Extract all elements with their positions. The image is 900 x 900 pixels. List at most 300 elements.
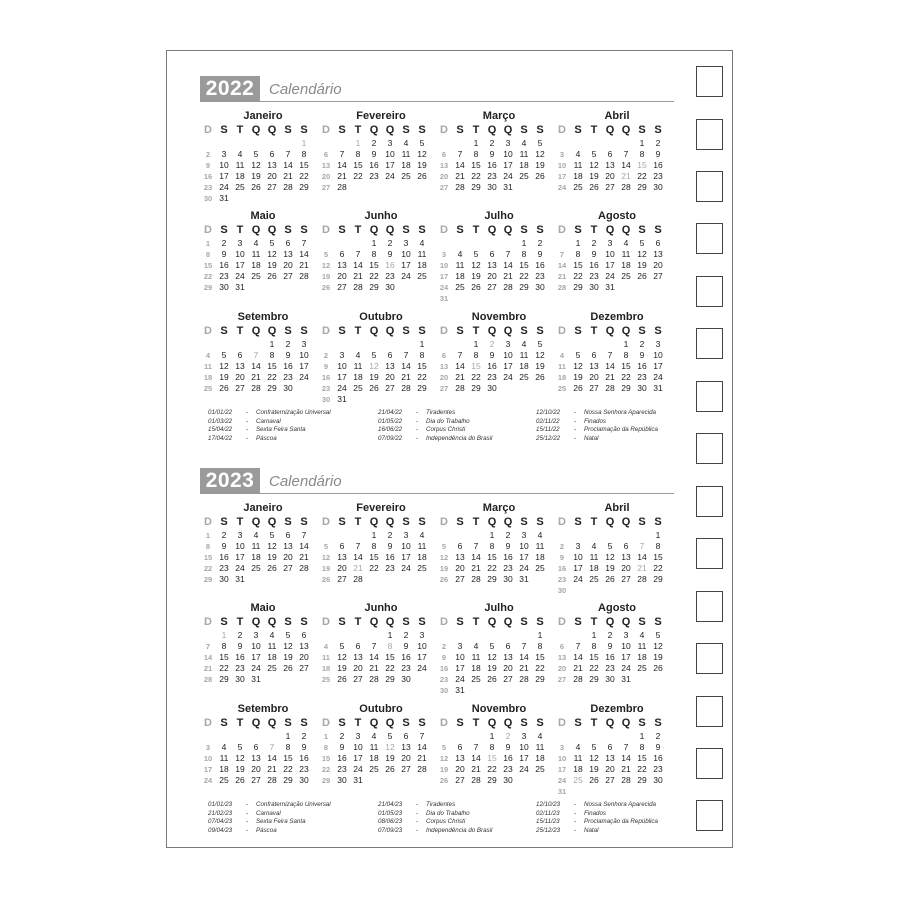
day-cell: 18 [637,652,647,662]
day-cell: 4 [457,249,463,259]
index-tab[interactable] [696,696,723,727]
day-cell: 24 [621,663,631,673]
month-name: Julho [484,210,514,222]
day-cell: 2 [221,238,227,248]
holiday-date: 02/11/23 [536,809,560,817]
empty-day-cell [570,630,586,641]
day-cell: 1 [419,339,425,349]
day-cell: 10 [557,161,567,170]
day-cell: 26 [589,182,599,192]
year-block-2022 [200,76,680,446]
index-tab[interactable] [696,381,723,412]
day-cell: 24 [557,183,567,192]
day-cell: 21 [299,260,309,270]
day-cell: 9 [301,742,307,752]
day-cell: 22 [637,171,647,181]
weekday-label: Q [605,224,615,236]
empty-day-cell [602,786,618,797]
day-cell: 14 [519,652,529,662]
day-cell: 30 [385,282,395,292]
day-cell: 19 [385,753,395,763]
day-cell: 8 [419,350,425,360]
holiday-entry [378,818,538,827]
day-cell: 11 [251,541,261,551]
day-cell: 7 [301,238,307,248]
day-cell: 9 [371,149,377,159]
empty-day-cell [484,238,500,249]
holiday-name: Finados [584,417,607,425]
day-cell: 14 [471,753,481,763]
day-cell: 27 [353,674,363,684]
day-cell: 7 [253,350,259,360]
day-cell: 29 [573,282,583,292]
index-tab[interactable] [696,171,723,202]
holiday-date: 01/01/22 [208,409,233,416]
day-cell: 12 [487,652,497,662]
weekday-label: S [300,516,308,528]
day-cell: 7 [521,641,527,651]
day-cell: 19 [589,171,599,181]
day-cell: 4 [591,541,597,551]
day-cell: 17 [503,361,513,371]
day-cell: 5 [269,238,275,248]
day-cell: 18 [535,753,545,763]
day-cell: 24 [519,563,529,573]
empty-day-cell [532,574,548,585]
day-cell: 30 [337,775,347,785]
day-cell: 3 [505,138,511,148]
day-cell: 26 [487,674,497,684]
day-cell: 10 [605,249,615,259]
day-cell: 18 [267,652,277,662]
day-cell: 27 [299,663,309,673]
index-tab[interactable] [696,486,723,517]
index-tab[interactable] [696,538,723,569]
weekday-label: S [300,717,308,729]
day-cell: 18 [235,171,245,181]
empty-day-cell [264,193,280,204]
day-cell: 13 [353,652,363,662]
day-cell: 29 [487,775,497,785]
day-cell: 17 [557,172,567,181]
day-cell: 5 [323,250,329,259]
empty-day-cell [350,238,366,249]
weekday-label: T [354,124,362,136]
holiday-name: Sexta Feira Santa [256,818,306,826]
day-cell: 26 [369,383,379,393]
holiday-name: Corpus Christi [426,818,466,826]
weekday-label: Q [503,124,513,136]
day-cell: 8 [323,743,329,752]
weekday-label: S [456,717,464,729]
weekday-label: T [472,224,480,236]
day-cell: 10 [557,754,567,763]
day-cell: 13 [487,260,497,270]
holiday-date: 16/06/22 [378,426,403,434]
day-cell: 28 [337,182,347,192]
weekday-label: D [204,717,212,729]
day-cell: 5 [441,542,447,551]
weekday-label: S [220,717,228,729]
weekday-label: Q [487,224,497,236]
day-cell: 15 [299,160,309,170]
day-cell: 6 [285,530,291,540]
weekday-label: T [354,516,362,528]
day-cell: 17 [219,171,229,181]
day-cell: 2 [655,731,661,741]
day-cell: 26 [321,575,331,584]
day-cell: 4 [559,351,565,360]
weekday-label: S [418,124,426,136]
day-cell: 15 [471,160,481,170]
index-tab[interactable] [696,591,723,622]
weekday-label: S [574,516,582,528]
day-cell: 19 [251,171,261,181]
holiday-column [208,801,368,835]
empty-day-cell [200,630,216,641]
day-cell: 29 [653,574,663,584]
weekday-label: S [402,325,410,337]
empty-day-cell [296,193,312,204]
day-cell: 4 [419,530,425,540]
month-março [436,109,548,193]
day-cell: 9 [559,553,565,562]
day-cell: 10 [439,261,449,270]
day-cell: 30 [487,383,497,393]
empty-day-cell [436,238,452,249]
day-cell: 23 [203,183,213,192]
holiday-name: Dia do Trabalho [426,809,470,817]
day-cell: 12 [321,261,331,270]
index-tab[interactable] [696,748,723,779]
day-cell: 19 [589,764,599,774]
day-cell: 15 [267,361,277,371]
day-cell: 31 [337,394,347,404]
day-cell: 10 [417,641,427,651]
holiday-separator: - [246,426,249,434]
day-cell: 22 [487,764,497,774]
empty-day-cell [366,394,382,405]
day-cell: 21 [471,764,481,774]
year-header [200,468,680,494]
weekday-label: S [574,717,582,729]
day-cell: 6 [339,541,345,551]
day-cell: 20 [439,172,449,181]
weekday-label: S [654,224,662,236]
month-outubro [318,702,430,786]
day-cell: 7 [559,250,565,259]
month-grid [318,223,430,293]
month-dezembro [554,702,666,797]
day-cell: 26 [637,271,647,281]
day-cell: 9 [505,541,511,551]
day-cell: 1 [301,138,307,148]
day-cell: 6 [457,742,463,752]
weekday-label: S [220,224,228,236]
holiday-name: Natal [584,826,599,834]
month-setembro [200,310,312,394]
day-cell: 11 [621,249,631,259]
holiday-entry [536,426,696,435]
holiday-entry [208,818,368,827]
day-cell: 6 [323,150,329,159]
day-cell: 12 [535,350,545,360]
day-cell: 14 [283,160,293,170]
day-cell: 5 [221,350,227,360]
day-cell: 8 [623,350,629,360]
day-cell: 12 [235,753,245,763]
weekday-label: S [338,717,346,729]
day-cell: 1 [387,630,393,640]
empty-day-cell [414,182,430,193]
weekday-label: S [338,124,346,136]
holiday-separator: - [246,818,249,826]
month-name: Dezembro [590,311,644,323]
holiday-separator: - [416,426,419,434]
day-cell: 25 [637,663,647,673]
holiday-name: Nossa Senhora Aparecida [584,801,657,808]
day-cell: 27 [267,182,277,192]
index-tab[interactable] [696,66,723,97]
day-cell: 10 [219,160,229,170]
day-cell: 30 [503,574,513,584]
day-cell: 28 [299,271,309,281]
holiday-column [208,409,368,443]
day-cell: 27 [235,383,245,393]
weekday-label: Q [251,717,261,729]
empty-day-cell [264,574,280,585]
holiday-entry [208,435,368,444]
day-cell: 31 [235,574,245,584]
day-cell: 13 [251,753,261,763]
month-name: Maio [250,210,276,222]
weekday-label: S [300,325,308,337]
day-cell: 14 [417,742,427,752]
day-cell: 29 [299,182,309,192]
weekday-label: S [520,124,528,136]
day-cell: 14 [337,160,347,170]
day-cell: 19 [321,564,331,573]
weekday-label: S [536,616,544,628]
day-cell: 11 [369,742,379,752]
index-tab[interactable] [696,328,723,359]
empty-day-cell [334,238,350,249]
day-cell: 7 [301,530,307,540]
day-cell: 18 [455,271,465,281]
day-cell: 23 [235,663,245,673]
day-cell: 6 [237,350,243,360]
day-cell: 7 [639,541,645,551]
empty-day-cell [516,630,532,641]
day-cell: 12 [321,553,331,562]
day-cell: 6 [655,238,661,248]
day-cell: 29 [203,575,213,584]
day-cell: 21 [353,563,363,573]
day-cell: 8 [489,541,495,551]
empty-day-cell [350,530,366,541]
weekday-label: Q [487,124,497,136]
day-cell: 13 [455,753,465,763]
day-cell: 2 [205,150,211,159]
day-cell: 30 [557,586,567,595]
day-cell: 5 [537,339,543,349]
day-cell: 25 [471,674,481,684]
empty-day-cell [650,585,666,596]
month-junho [318,209,430,293]
day-cell: 23 [219,271,229,281]
month-grid [554,223,666,293]
weekday-label: D [322,516,330,528]
day-cell: 12 [589,753,599,763]
day-cell: 29 [637,182,647,192]
index-tab[interactable] [696,276,723,307]
day-cell: 22 [203,564,213,573]
empty-day-cell [618,138,634,149]
day-cell: 4 [521,138,527,148]
day-cell: 3 [403,238,409,248]
day-cell: 13 [653,249,663,259]
day-cell: 31 [219,193,229,203]
weekday-label: Q [251,224,261,236]
day-cell: 3 [387,138,393,148]
day-cell: 13 [385,361,395,371]
month-name: Abril [604,110,630,122]
day-cell: 14 [621,753,631,763]
weekday-label: S [338,325,346,337]
month-setembro [200,702,312,786]
day-cell: 2 [639,339,645,349]
day-cell: 23 [487,372,497,382]
weekday-label: T [236,124,244,136]
day-cell: 14 [251,361,261,371]
day-cell: 10 [385,149,395,159]
empty-day-cell [366,339,382,350]
holiday-date: 01/05/22 [378,417,403,425]
day-cell: 1 [575,238,581,248]
holiday-separator: - [574,818,577,826]
empty-day-cell [586,585,602,596]
day-cell: 2 [505,530,511,540]
weekday-label: S [654,516,662,528]
index-tab[interactable] [696,800,723,831]
empty-day-cell [280,282,296,293]
day-cell: 15 [283,753,293,763]
empty-day-cell [436,731,452,742]
weekday-label: S [418,717,426,729]
day-cell: 23 [321,384,331,393]
day-cell: 28 [573,674,583,684]
month-name: Dezembro [590,703,644,715]
day-cell: 16 [337,753,347,763]
day-cell: 23 [219,563,229,573]
empty-day-cell [586,530,602,541]
empty-day-cell [452,238,468,249]
day-cell: 14 [299,541,309,551]
day-cell: 1 [205,239,211,248]
day-cell: 3 [441,250,447,259]
day-cell: 20 [337,271,347,281]
day-cell: 22 [573,271,583,281]
day-cell: 8 [355,149,361,159]
index-tab[interactable] [696,119,723,150]
day-cell: 5 [607,541,613,551]
day-cell: 16 [203,172,213,181]
index-tab[interactable] [696,223,723,254]
day-cell: 25 [401,171,411,181]
day-cell: 18 [535,552,545,562]
day-cell: 24 [385,171,395,181]
day-cell: 23 [589,271,599,281]
day-cell: 5 [591,149,597,159]
day-cell: 5 [323,542,329,551]
day-cell: 22 [353,171,363,181]
day-cell: 3 [607,238,613,248]
day-cell: 19 [219,372,229,382]
day-cell: 26 [251,182,261,192]
weekday-label: S [456,325,464,337]
weekday-label: Q [503,224,513,236]
year-block-2023 [200,468,680,838]
day-cell: 27 [337,282,347,292]
day-cell: 25 [267,663,277,673]
day-cell: 10 [299,350,309,360]
day-cell: 22 [487,563,497,573]
day-cell: 4 [371,731,377,741]
index-tab[interactable] [696,433,723,464]
day-cell: 16 [385,260,395,270]
day-cell: 10 [573,552,583,562]
empty-day-cell [436,630,452,641]
day-cell: 3 [623,630,629,640]
day-cell: 26 [439,575,449,584]
month-grid [318,716,430,786]
empty-day-cell [232,339,248,350]
weekday-label: S [654,616,662,628]
day-cell: 4 [237,149,243,159]
day-cell: 29 [385,674,395,684]
holiday-name: Sexta Feira Santa [256,426,306,434]
empty-day-cell [500,685,516,696]
day-cell: 4 [575,742,581,752]
day-cell: 13 [439,362,449,371]
day-cell: 15 [219,652,229,662]
empty-day-cell [516,383,532,394]
index-tab[interactable] [696,643,723,674]
day-cell: 4 [623,238,629,248]
day-cell: 25 [557,384,567,393]
day-cell: 11 [471,652,481,662]
day-cell: 20 [439,373,449,382]
day-cell: 23 [605,663,615,673]
day-cell: 23 [503,563,513,573]
day-cell: 5 [371,350,377,360]
weekday-label: T [472,124,480,136]
day-cell: 20 [455,764,465,774]
empty-day-cell [296,574,312,585]
empty-day-cell [264,674,280,685]
day-cell: 26 [385,764,395,774]
day-cell: 28 [369,674,379,684]
day-cell: 24 [203,776,213,785]
day-cell: 22 [653,563,663,573]
day-cell: 5 [655,630,661,640]
weekday-label: S [638,717,646,729]
day-cell: 12 [439,754,449,763]
day-cell: 22 [637,764,647,774]
day-cell: 15 [417,361,427,371]
weekday-label: Q [251,325,261,337]
day-cell: 10 [653,350,663,360]
